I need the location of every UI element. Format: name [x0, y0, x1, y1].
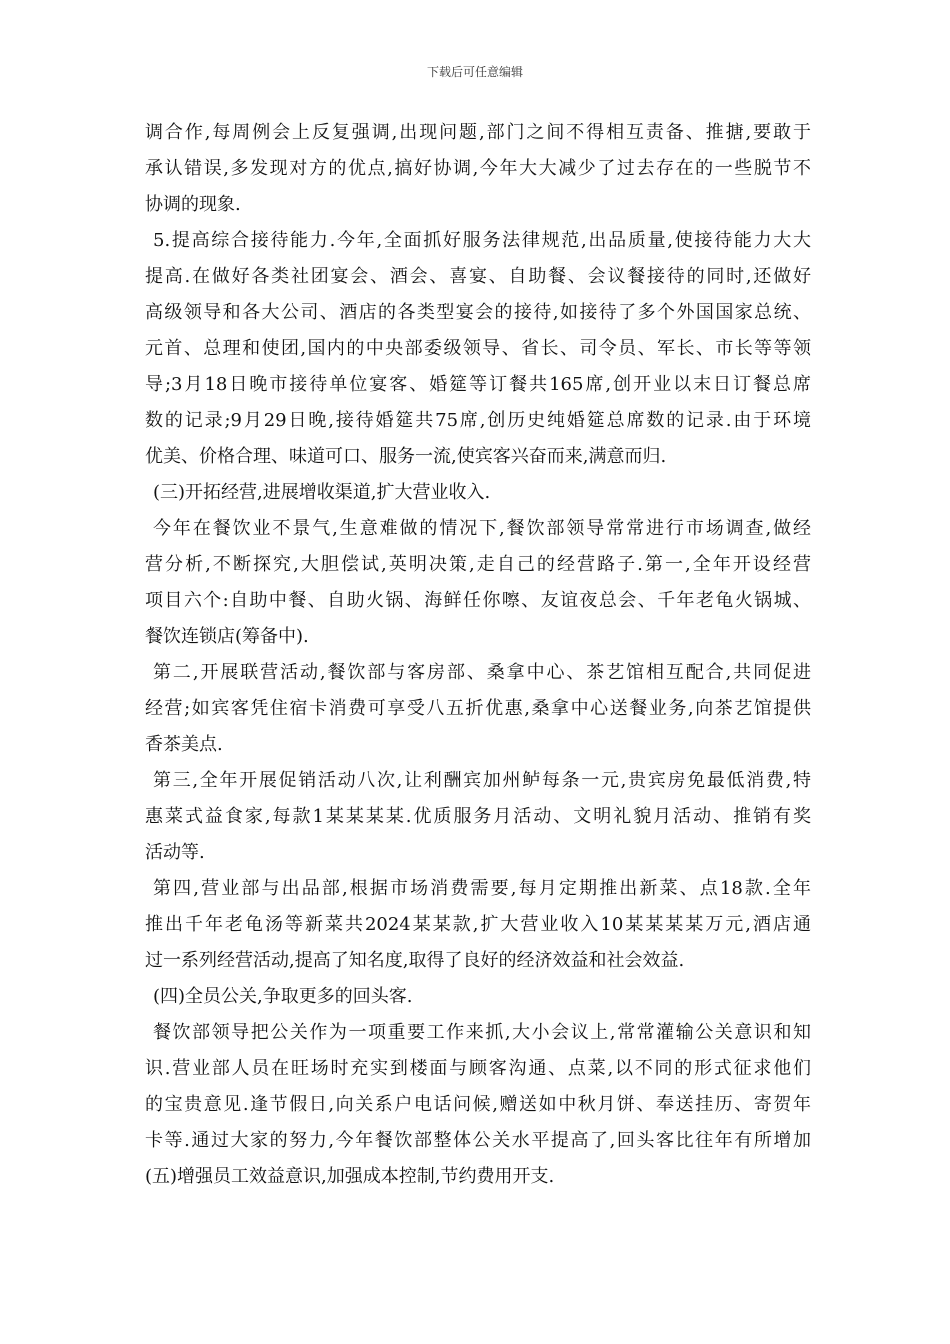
text-line: 优美、价格合理、味道可口、服务一流,使宾客兴奋而来,满意而归. [145, 446, 667, 467]
text-line: (五)增强员工效益意识,加强成本控制,节约费用开支. [145, 1166, 555, 1187]
text-line: 惠菜式益食家,每款1某某某某.优质服务月活动、文明礼貌月活动、推销有奖 [145, 806, 811, 827]
text-line: 过一系列经营活动,提高了知名度,取得了良好的经济效益和社会效益. [145, 950, 685, 971]
text-line: 第四,营业部与出品部,根据市场消费需要,每月定期推出新菜、点18款.全年 [153, 878, 811, 899]
text-line: 经营;如宾客凭住宿卡消费可享受八五折优惠,桑拿中心送餐业务,向茶艺馆提供 [145, 698, 811, 719]
text-line: 餐饮部领导把公关作为一项重要工作来抓,大小会议上,常常灌输公关意识和知 [153, 1022, 811, 1043]
text-line: 活动等. [145, 842, 205, 863]
text-line: 第三,全年开展促销活动八次,让利酬宾加州鲈每条一元,贵宾房免最低消费,特 [153, 770, 811, 791]
text-line: 提高.在做好各类社团宴会、酒会、喜宴、自助餐、会议餐接待的同时,还做好 [145, 266, 811, 287]
page-header: 下载后可任意编辑 [426, 65, 523, 79]
text-line: 调合作,每周例会上反复强调,出现问题,部门之间不得相互责备、推搪,要敢于 [145, 122, 811, 143]
document-body [145, 115, 811, 1195]
text-line: (三)开拓经营,进展增收渠道,扩大营业收入. [153, 482, 491, 503]
text-line: 5.提高综合接待能力.今年,全面抓好服务法律规范,出品质量,使接待能力大大 [153, 230, 811, 251]
text-line: 餐饮连锁店(筹备中). [145, 626, 309, 647]
text-line: 数的记录;9月29日晚,接待婚筵共75席,创历史纯婚筵总席数的记录.由于环境 [145, 410, 811, 431]
text-line: 今年在餐饮业不景气,生意难做的情况下,餐饮部领导常常进行市场调查,做经 [153, 518, 811, 539]
text-line: 识.营业部人员在旺场时充实到楼面与顾客沟通、点菜,以不同的形式征求他们 [145, 1058, 811, 1079]
text-line: 元首、总理和使团,国内的中央部委级领导、省长、司令员、军长、市长等等领 [145, 338, 811, 359]
text-line: 香茶美点. [145, 734, 223, 755]
text-line: 营分析,不断探究,大胆偿试,英明决策,走自己的经营路子.第一,全年开设经营 [145, 554, 811, 575]
text-line: 协调的现象. [145, 194, 241, 215]
text-line: 承认错误,多发现对方的优点,搞好协调,今年大大减少了过去存在的一些脱节不 [145, 158, 811, 179]
text-line: 高级领导和各大公司、酒店的各类型宴会的接待,如接待了多个外国国家总统、 [145, 302, 811, 323]
text-line: 第二,开展联营活动,餐饮部与客房部、桑拿中心、茶艺馆相互配合,共同促进 [153, 662, 811, 683]
text-line: (四)全员公关,争取更多的回头客. [153, 986, 413, 1007]
text-line: 导;3月18日晚市接待单位宴客、婚筵等订餐共165席,创开业以末日订餐总席 [145, 374, 811, 395]
text-line: 项目六个:自助中餐、自助火锅、海鲜任你嚓、友谊夜总会、千年老龟火锅城、 [145, 590, 811, 611]
text-line: 推出千年老龟汤等新菜共2024某某款,扩大营业收入10某某某某万元,酒店通 [145, 914, 811, 935]
text-line: 卡等.通过大家的努力,今年餐饮部整体公关水平提高了,回头客比往年有所增加 [145, 1130, 811, 1151]
text-line: 的宝贵意见.逢节假日,向关系户电话问候,赠送如中秋月饼、奉送挂历、寄贺年 [145, 1094, 811, 1115]
